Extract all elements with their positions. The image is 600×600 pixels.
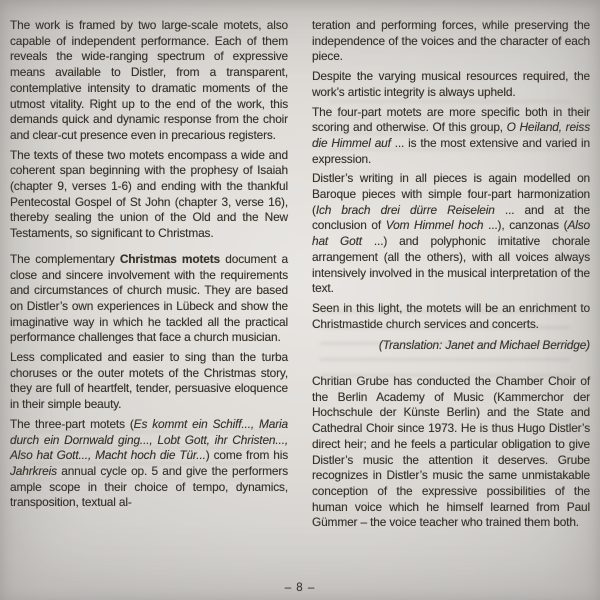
page-number: – 8 – bbox=[284, 582, 316, 594]
right-column bbox=[312, 18, 590, 534]
paragraph-motet-texts: The texts of these two motets encompass a wide and coherent span beginning with the prophesy of Isaiah (chapter 9, verses 1-6) and ending with the thankful Pentecostal Gospel of St John (chapter 3, verse 16), thereby sealing the union of the Old and the New Testaments, so significant to Christmas. bbox=[10, 147, 288, 241]
paragraph-three-part-motets: The three-part motets (Es kommt ein Schiff..., Maria durch ein Dornwald ging..., Lobt Gott, ihr Christen..., Also hat Gott..., Macht hoch die Tür...) come from his Jahrkreis annual cycle op. 5 and give the performers ample scope in their choice of tempo, dynamics, transposition, textual al- bbox=[10, 416, 288, 510]
paragraph-less-complicated: Less complicated and easier to sing than the turba choruses or the outer motets of the Christmas story, they are full of heartfelt, tender, persuasive eloquence in their simple beauty. bbox=[10, 350, 288, 412]
paragraph-seen-in-this-light: Seen in this light, the motets will be an enrichment to Christmastide church services and concerts. bbox=[312, 300, 590, 331]
paragraph-teration-continuation: teration and performing forces, while preserving the independence of the voices and the character of each piece. bbox=[312, 18, 590, 64]
paragraph-despite-resources: Despite the varying musical resources required, the work’s artistic integrity is always upheld. bbox=[312, 69, 590, 99]
paragraph-christmas-motets: The complementary Christmas motets document a close and sincere involvement with the requirements and circumstances of church music. They are based on Distler’s own experiences in Lübeck and show the imaginative way in which he tackled all the practical performance challenges that face a church musician. bbox=[10, 251, 288, 345]
left-column bbox=[10, 18, 288, 534]
paragraph-work-framed: The work is framed by two large-scale motets, also capable of independent performance. Each of them reveals the wide-ranging spectrum of expressive means available to Distler, from a transparent, contemplative intensity to dramatic moments of the utmost vitality. Right up to the end of the work, this demands quick and dynamic response from the choir and clear-cut presence even in precarious registers. bbox=[10, 18, 288, 142]
paragraph-grube-bio: Chritian Grube has conducted the Chamber Choir of the Berlin Academy of Music (Kammerchor der Hochschule der Künste Berlin) and the State and Cathedral Choir since 1973. He is thus Hugo Distler’s direct heir; and he feels a particular obligation to give Distler’s music the attention it deserves. Grube recognizes in Distler’s music the same unmistakable conception of the expressive possibilities of the human voice which he himself learned from Paul Gümmer – the voice teacher who trained them both. bbox=[312, 374, 590, 530]
paragraph-four-part-motets: The four-part motets are more specific both in their scoring and otherwise. Of this group, O Heiland, reiss die Himmel auf ... is the most extensive and varied in expression. bbox=[312, 104, 591, 166]
paragraph-distlers-writing: Distler’s writing in all pieces is again modelled on Baroque pieces with simple four-part harmonization (Ich brach drei dürre Reiselein ... and at the conclusion of Vom Himmel hoch ...), canzonas (Also hat Gott ...) and polyphonic imitative chorale arrangement (all the others), with all voices always intensively involved in the musical interpretation of the text. bbox=[312, 171, 591, 296]
translation-credit: (Translation: Janet and Michael Berridge) bbox=[378, 338, 590, 353]
text-columns bbox=[10, 18, 590, 534]
